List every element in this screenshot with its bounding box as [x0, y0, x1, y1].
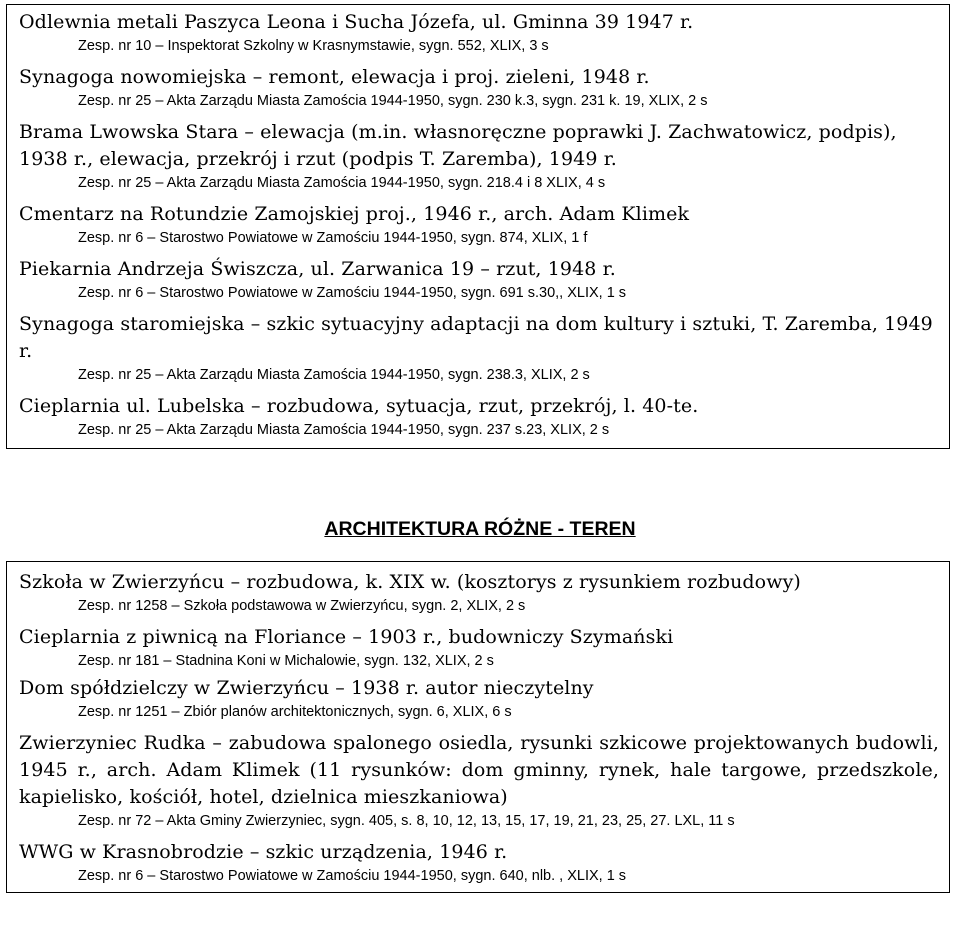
entry-reference: Zesp. nr 25 – Akta Zarządu Miasta Zamościa 1944-1950, sygn. 218.4 i 8 XLIX, 4 s — [78, 175, 606, 191]
entry-title: Synagoga staromiejska – szkic sytuacyjny adaptacji na dom kultury i sztuki, T. Zaremba, 1949 r. — [19, 313, 933, 362]
entry-title: Brama Lwowska Stara – elewacja (m.in. własnoręczne poprawki J. Zachwatowicz, podpis), 1938 r., elewacja, przekrój i rzut (podpis T. Zaremba), 1949 r. — [19, 121, 897, 170]
entry-reference: Zesp. nr 6 – Starostwo Powiatowe w Zamościu 1944-1950, sygn. 640, nlb. , XLIX, 1 s — [78, 868, 627, 884]
entry-reference: Zesp. nr 6 – Starostwo Powiatowe w Zamościu 1944-1950, sygn. 691 s.30,, XLIX, 1 s — [78, 285, 627, 301]
entry-reference: Zesp. nr 1251 – Zbiór planów architektonicznych, sygn. 6, XLIX, 6 s — [78, 704, 512, 720]
entry-title: Zwierzyniec Rudka – zabudowa spalonego osiedla, rysunki szkicowe projektowanych budowli, 1945 r., arch. Adam Klimek (11 rysunków: dom gminny, rynek, hale targowe, przedszkole, kapielisko, kościół, hotel, dzielnica mieszkaniowa) — [19, 732, 939, 808]
archive-entry — [7, 5, 949, 60]
archive-entry — [7, 252, 949, 307]
entry-title: Szkoła w Zwierzyńcu – rozbudowa, k. XIX w. (kosztorys z rysunkiem rozbudowy) — [19, 571, 801, 593]
archive-entry — [7, 307, 949, 389]
entry-title: Cieplarnia ul. Lubelska – rozbudowa, sytuacja, rzut, przekrój, l. 40-te. — [19, 395, 699, 417]
entry-title: Odlewnia metali Paszyca Leona i Sucha Józefa, ul. Gminna 39 1947 r. — [19, 11, 694, 33]
archive-entry — [7, 197, 949, 252]
archive-entry — [7, 620, 949, 675]
entry-title: WWG w Krasnobrodzie – szkic urządzenia, 1946 r. — [19, 841, 508, 863]
entry-reference: Zesp. nr 10 – Inspektorat Szkolny w Krasnymstawie, sygn. 552, XLIX, 3 s — [78, 38, 549, 54]
entry-reference: Zesp. nr 25 – Akta Zarządu Miasta Zamościa 1944-1950, sygn. 238.3, XLIX, 2 s — [78, 367, 590, 383]
archive-entry — [7, 60, 949, 115]
entry-reference: Zesp. nr 6 – Starostwo Powiatowe w Zamościu 1944-1950, sygn. 874, XLIX, 1 f — [78, 230, 588, 246]
entry-reference: Zesp. nr 72 – Akta Gminy Zwierzyniec, sygn. 405, s. 8, 10, 12, 13, 15, 17, 19, 21, 23, 25, 27. LXL, 11 s — [78, 813, 735, 829]
archive-entry — [7, 115, 949, 197]
section-heading: ARCHITEKTURA RÓŻNE - TEREN — [324, 518, 636, 540]
archive-entry — [7, 389, 949, 448]
entry-reference: Zesp. nr 1258 – Szkoła podstawowa w Zwierzyńcu, sygn. 2, XLIX, 2 s — [78, 598, 526, 614]
entry-reference: Zesp. nr 181 – Stadnina Koni w Michalowie, sygn. 132, XLIX, 2 s — [78, 653, 494, 669]
entry-reference: Zesp. nr 25 – Akta Zarządu Miasta Zamościa 1944-1950, sygn. 230 k.3, sygn. 231 k. 19, XLIX, 2 s — [78, 93, 708, 109]
archive-entry — [7, 562, 949, 620]
archive-entry — [7, 726, 949, 835]
entry-title: Cmentarz na Rotundzie Zamojskiej proj., 1946 r., arch. Adam Klimek — [19, 203, 690, 225]
archive-entry — [7, 675, 949, 726]
entry-title: Dom spółdzielczy w Zwierzyńcu – 1938 r. autor nieczytelny — [19, 677, 594, 699]
entry-title: Synagoga nowomiejska – remont, elewacja i proj. zieleni, 1948 r. — [19, 66, 650, 88]
entry-reference: Zesp. nr 25 – Akta Zarządu Miasta Zamościa 1944-1950, sygn. 237 s.23, XLIX, 2 s — [78, 422, 610, 438]
archive-list-section-1 — [6, 4, 950, 449]
archive-list-section-2 — [6, 561, 950, 893]
archive-entry — [7, 835, 949, 892]
entry-title: Piekarnia Andrzeja Świszcza, ul. Zarwanica 19 – rzut, 1948 r. — [19, 258, 616, 280]
entry-title: Cieplarnia z piwnicą na Floriance – 1903 r., budowniczy Szymański — [19, 626, 674, 648]
